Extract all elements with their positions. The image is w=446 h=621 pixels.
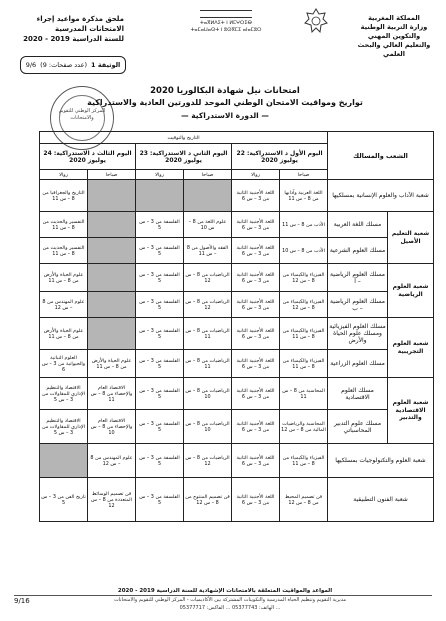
exam-cell: اللغة الأجنبية الثانية من 3 – س 6 — [232, 318, 280, 350]
exam-cell: اللغة الأجنبية الثانية من 3 – س 6 — [232, 410, 280, 444]
exam-cell: الأدب من 8 – س 10 — [280, 238, 328, 264]
exam-cell: تاريخ الفن من 3 – س 5 — [40, 478, 88, 522]
empty-cell — [88, 238, 136, 264]
exam-cell: التفسير والحديث من 8 – س 11 — [40, 238, 88, 264]
document-label-box — [20, 56, 126, 74]
branch-label: مسلك العلوم الاقتصادية — [328, 378, 388, 410]
footer-title: المواعد والمواقيت المتعلقة بالامتحانات الإشهادية للسنة الدراسية 2019 - 2020 — [117, 588, 333, 594]
exam-cell: الفلسفة من 3 – س 5 — [136, 212, 184, 238]
exam-cell: علوم اللغة من 8 – س 10 — [184, 212, 232, 238]
schedule-table — [39, 131, 434, 522]
ministry-tifinagh: ⵜⴰⴳⵍⴷⵉⵜ ⵏ ⵍⵎⵖⵔⵉⴱ ⵜⴰⵎⴰⵡⴰⵙⵜ ⵏ ⵓⵙⴳⵎⵉ ⴰⵏⴰⵎⵓⵔ — [190, 20, 262, 33]
exam-cell: المحاسبة من 8 – س 11 — [280, 378, 328, 410]
branch-label: مسلك العلوم الرياضية – ب — [328, 292, 388, 318]
exam-cell: علوم المهندس من 8 – س 12 — [88, 444, 136, 478]
group-label: شعبة العلوم التجريبية — [388, 318, 434, 378]
table-row — [40, 264, 434, 292]
exam-cell: المحاسبة والرياضيات المالية من 8 – س 12 — [280, 410, 328, 444]
kingdom-line1: المملكة المغربية — [368, 14, 420, 22]
exam-cell: فن تصميم المحيط من 8 – س 12 — [280, 478, 328, 522]
exam-cell: الرياضيات من 8 – س 11 — [184, 318, 232, 350]
day-1-afternoon: زوالا — [232, 170, 280, 180]
exam-cell: اللغة الأجنبية الثانية من 3 – س 6 — [232, 180, 280, 212]
exam-cell: الفيزياء والكيمياء من 8 – س 11 — [280, 444, 328, 478]
exam-cell: اللغة الأجنبية الثانية من 3 – س 6 — [232, 292, 280, 318]
table-row — [40, 350, 434, 378]
exam-cell: الاقتصاد والتنظيم الإداري للمقاولات من 3 – س 5 — [40, 410, 88, 444]
exam-cell: اللغة الأجنبية الثانية من 3 – س 6 — [232, 478, 280, 522]
empty-cell — [136, 180, 184, 212]
footer-directorate: مديرية التقويم وتنظيم الحياة المدرسية والتكوينات المشتركة بين الأكاديميات - المركز الوطني للتقويم والامتحانات — [113, 597, 347, 603]
group-label: شعبة التعليم الأصيل — [388, 212, 434, 264]
page-subtitle: تواريخ ومواقيت الامتحان الوطني الموحد للدورتين العادية والاستدراكية — [87, 98, 363, 107]
branch-label: مسلك العلوم الفيزيائية ومسلك علوم الحياة والأرض — [328, 318, 388, 350]
exam-cell: الفلسفة من 3 – س 5 — [136, 264, 184, 292]
exam-cell: الفيزياء والكيمياء من 8 – س 11 — [280, 318, 328, 350]
annex-header — [12, 14, 124, 44]
day-2-afternoon: زوالا — [136, 170, 184, 180]
empty-cell — [88, 292, 136, 318]
empty-cell — [40, 444, 88, 478]
exam-cell: الرياضيات من 8 – س 12 — [184, 444, 232, 478]
empty-cell — [88, 212, 136, 238]
exam-cell: علوم الحياة والأرض من 8 – س 11 — [40, 264, 88, 292]
branch-label: مسلك العلوم الشرعية — [328, 238, 388, 264]
table-row — [40, 238, 434, 264]
kingdom-line4: والتعليم العالي والبحث العلمي — [357, 41, 431, 58]
exam-cell: فن تصميم الوسائط المتعددة من 8 – س 12 — [88, 478, 136, 522]
day-3-morning: صباحا — [88, 170, 136, 180]
exam-cell: الفلسفة من 3 – س 5 — [136, 238, 184, 264]
table-row — [40, 292, 434, 318]
exam-cell: الفيزياء والكيمياء من 8 – س 12 — [280, 292, 328, 318]
page-title: امتحانات نيل شهادة البكالوريا 2020 — [150, 86, 300, 96]
group-label: شعبة الآداب والعلوم الإنسانية بمسلكيها — [328, 180, 434, 212]
exam-cell: الاقتصاد والتنظيم الإداري للمقاولات من 3 – س 5 — [40, 378, 88, 410]
doc-total: 9/6 — [25, 61, 37, 69]
exam-cell: الفلسفة من 3 – س 5 — [136, 444, 184, 478]
ministry-logo-block — [185, 10, 267, 34]
stamp-text: المركز الوطني للتقويم والامتحانات — [58, 108, 106, 121]
table-row — [40, 180, 434, 212]
footer-divider — [14, 595, 432, 596]
exam-cell: اللغة الأجنبية الثانية من 3 – س 6 — [232, 378, 280, 410]
day-3-afternoon: زوالا — [40, 170, 88, 180]
annex-year: للسنة الدراسية 2019 - 2020 — [23, 35, 124, 43]
exam-cell: اللغة الأجنبية الثانية من 3 – س 6 — [232, 212, 280, 238]
exam-cell: الفلسفة من 3 – س 5 — [136, 478, 184, 522]
page-number: 9/16 — [14, 597, 30, 605]
exam-cell: الفقه والأصول من 8 – س 11 — [184, 238, 232, 264]
exam-cell: الرياضيات من 8 – س 12 — [184, 264, 232, 292]
day-1-header: اليوم الأول د الاستدراكية: 22 يوليوز 2020 — [232, 144, 328, 170]
exam-cell: علوم الحياة والأرض من 8 – س 11 — [88, 350, 136, 378]
group-label: شعبة العلوم الاقتصادية والتدبير — [388, 378, 434, 444]
table-row — [40, 318, 434, 350]
empty-cell — [184, 180, 232, 212]
exam-cell: الرياضيات من 8 – س 10 — [184, 410, 232, 444]
exam-cell: فن تصميم المنتوج من 8 – س 12 — [184, 478, 232, 522]
exam-cell: اللغة الأجنبية الثانية من 3 – س 6 — [232, 264, 280, 292]
group-label: شعبة الفنون التطبيقية — [328, 478, 434, 522]
royal-emblem-icon — [303, 8, 329, 36]
day-2-header: اليوم الثاني د الاستدراكية: 23 يوليوز 2020 — [136, 144, 232, 170]
exam-cell: الفلسفة من 3 – س 5 — [136, 378, 184, 410]
exam-cell: العلوم النباتية والحيوانية من 3 – س 6 — [40, 350, 88, 378]
footer-contact: الهاتف: 05377743 ... الفاكس: 05377717 ... — [179, 605, 281, 611]
group-label: شعبة العلوم الرياضية — [388, 264, 434, 318]
kingdom-header — [354, 14, 434, 59]
day-3-header: اليوم الثالث د الاستدراكية: 24 يوليوز 2020 — [40, 144, 136, 170]
table-row — [40, 410, 434, 444]
annex-title: ملحق مذكرة مواعيد إجراء الامتحانات المدرسية — [36, 15, 124, 33]
kingdom-line2: وزارة التربية الوطنية — [360, 23, 428, 31]
branch-header: الشعب والمسالك — [328, 132, 434, 180]
table-row — [40, 444, 434, 478]
doc-label: الوثيقة 1 — [91, 61, 121, 69]
exam-cell: اللغة العربية وآدابها من 8 – س 11 — [280, 180, 328, 212]
exam-cell: الفلسفة من 3 – س 5 — [136, 292, 184, 318]
empty-cell — [88, 318, 136, 350]
exam-cell: الاقتصاد العام والإحصاء من 8 – س 10 — [88, 410, 136, 444]
ministry-logo-icon — [200, 10, 252, 18]
exam-cell: اللغة الأجنبية الثانية من 3 – س 6 — [232, 350, 280, 378]
exam-cell: الأدب من 8 – س 11 — [280, 212, 328, 238]
date-header: التاريخ والتوقيت — [40, 132, 328, 144]
doc-pages: (عدد صفحات: 9) — [40, 61, 88, 69]
branch-label: مسلك اللغة العربية — [328, 212, 388, 238]
exam-cell: اللغة الأجنبية الثانية من 3 – س 6 — [232, 444, 280, 478]
branch-label: مسلك العلوم الزراعية — [328, 350, 388, 378]
branch-label: مسلك العلوم الرياضية – أ — [328, 264, 388, 292]
exam-cell: الرياضيات من 8 – س 11 — [184, 350, 232, 378]
exam-cell: الاقتصاد العام والإحصاء من 8 – س 11 — [88, 378, 136, 410]
group-label: شعبة العلوم والتكنولوجيات بمسلكيها — [328, 444, 434, 478]
exam-cell: الرياضيات من 8 – س 12 — [184, 292, 232, 318]
day-1-morning: صباحا — [280, 170, 328, 180]
empty-cell — [88, 264, 136, 292]
branch-label: مسلك علوم التدبير المحاسباتي — [328, 410, 388, 444]
table-row — [40, 212, 434, 238]
exam-cell: الفلسفة من 3 – س 5 — [136, 410, 184, 444]
table-row — [40, 378, 434, 410]
exam-cell: الفلسفة من 3 – س 5 — [136, 318, 184, 350]
exam-cell: الفيزياء والكيمياء من 8 – س 12 — [280, 264, 328, 292]
table-row — [40, 478, 434, 522]
kingdom-line3: والتكوين المهني — [367, 32, 421, 40]
empty-cell — [88, 180, 136, 212]
exam-cell: علوم الحياة والأرض من 8 – س 11 — [40, 318, 88, 350]
exam-cell: التفسير والحديث من 8 – س 11 — [40, 212, 88, 238]
exam-cell: الرياضيات من 8 – س 10 — [184, 378, 232, 410]
exam-cell: علوم المهندس من 8 – س 12 — [40, 292, 88, 318]
exam-cell: الفيزياء والكيمياء من 8 – س 11 — [280, 350, 328, 378]
exam-cell: الفلسفة من 3 – س 5 — [136, 350, 184, 378]
session-title: — الدورة الاستدراكية — — [181, 111, 269, 120]
day-2-morning: صباحا — [184, 170, 232, 180]
exam-cell: اللغة الأجنبية الثانية من 3 – س 6 — [232, 238, 280, 264]
exam-cell: التاريخ والجغرافيا من 8 – س 11 — [40, 180, 88, 212]
